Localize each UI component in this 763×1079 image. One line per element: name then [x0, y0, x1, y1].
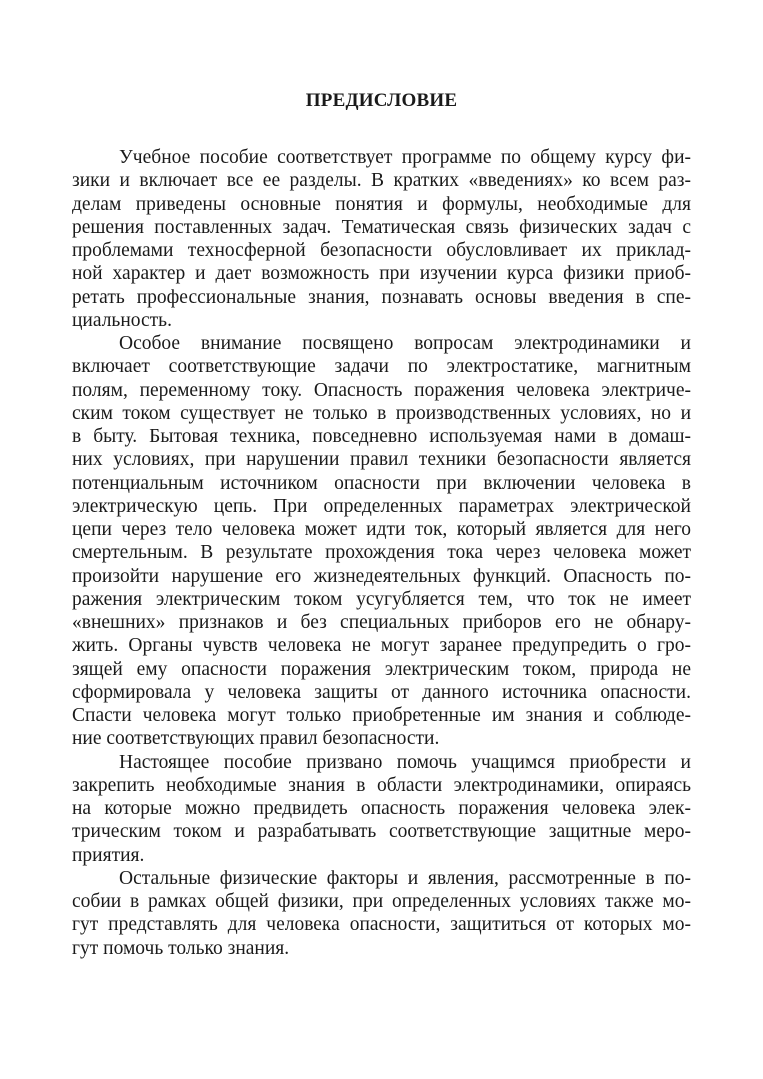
text-line: решения поставленных задач. Тематическая связь физических задач с	[72, 216, 691, 238]
text-line: гут представлять для человека опасности, защититься от которых мо-	[72, 914, 691, 936]
text-line: циальность.	[72, 309, 172, 331]
text-line: смертельным. В результате прохождения тока через человека может	[72, 542, 691, 564]
text-line: Учебное пособие соответствует программе по общему курсу фи-	[119, 147, 691, 168]
body-text	[72, 146, 691, 960]
text-line: Остальные физические факторы и явления, рассмотренные в по-	[119, 867, 691, 889]
text-line: жить. Органы чувств человека не могут заранее предупредить о гро-	[72, 635, 691, 657]
document-page	[72, 88, 691, 960]
text-line: в быту. Бытовая техника, повседневно используемая нами в домаш-	[72, 426, 691, 447]
paragraph	[72, 751, 691, 867]
text-line: ретать профессиональные знания, познавать основы введения в спе-	[72, 286, 691, 308]
text-line: них условиях, при нарушении правил техники безопасности является	[72, 449, 691, 471]
page-title: ПРЕДИСЛОВИЕ	[305, 90, 458, 111]
text-line: приятия.	[72, 844, 145, 866]
text-line: собии в рамках общей физики, при определенных условиях также мо-	[72, 891, 691, 912]
text-line: на которые можно предвидеть опасность поражения человека элек-	[72, 798, 691, 819]
text-line: ским током существует не только в производственных условиях, но и	[72, 402, 691, 424]
text-line: Настоящее пособие призвано помочь учащимся приобрести и	[119, 751, 691, 773]
text-line: зики и включает все ее разделы. В кратких «введениях» ко всем раз-	[72, 170, 691, 192]
paragraph	[72, 332, 691, 751]
text-line: электрическую цепь. При определенных параметрах электрической	[72, 495, 691, 517]
text-line: трическим током и разрабатывать соответствующие защитные меро-	[72, 821, 691, 843]
text-line: зящей ему опасности поражения электрическим током, природа не	[72, 658, 691, 680]
text-line: гут помочь только знания.	[72, 937, 290, 959]
text-line: сформировала у человека защиты от данного источника опасности.	[72, 681, 691, 703]
text-line: полям, переменному току. Опасность поражения человека электриче-	[72, 379, 691, 401]
text-line: закрепить необходимые знания в области электродинамики, опираясь	[72, 774, 691, 796]
text-line: произойти нарушение его жизнедеятельных функций. Опасность по-	[72, 565, 691, 587]
text-line: Особое внимание посвящено вопросам электродинамики и	[119, 333, 691, 354]
text-line: ние соответствующих правил безопасности.	[72, 728, 440, 750]
paragraph	[72, 146, 691, 332]
text-line: делам приведены основные понятия и формулы, необходимые для	[72, 193, 691, 215]
text-line: проблемами техносферной безопасности обусловливает их приклад-	[72, 240, 691, 261]
text-line: цепи через тело человека может идти ток, который является для него	[72, 519, 691, 540]
text-line: ной характер и дает возможность при изучении курса физики приоб-	[72, 263, 691, 285]
text-line: ражения электрическим током усугубляется тем, что ток не имеет	[72, 588, 691, 610]
text-line: включает соответствующие задачи по электростатике, магнитным	[72, 356, 691, 378]
text-line: «внешних» признаков и без специальных приборов его не обнару-	[72, 612, 691, 633]
paragraph	[72, 867, 691, 960]
text-line: Спасти человека могут только приобретенные им знания и соблюде-	[72, 705, 691, 726]
text-line: потенциальным источником опасности при включении человека в	[72, 472, 691, 494]
